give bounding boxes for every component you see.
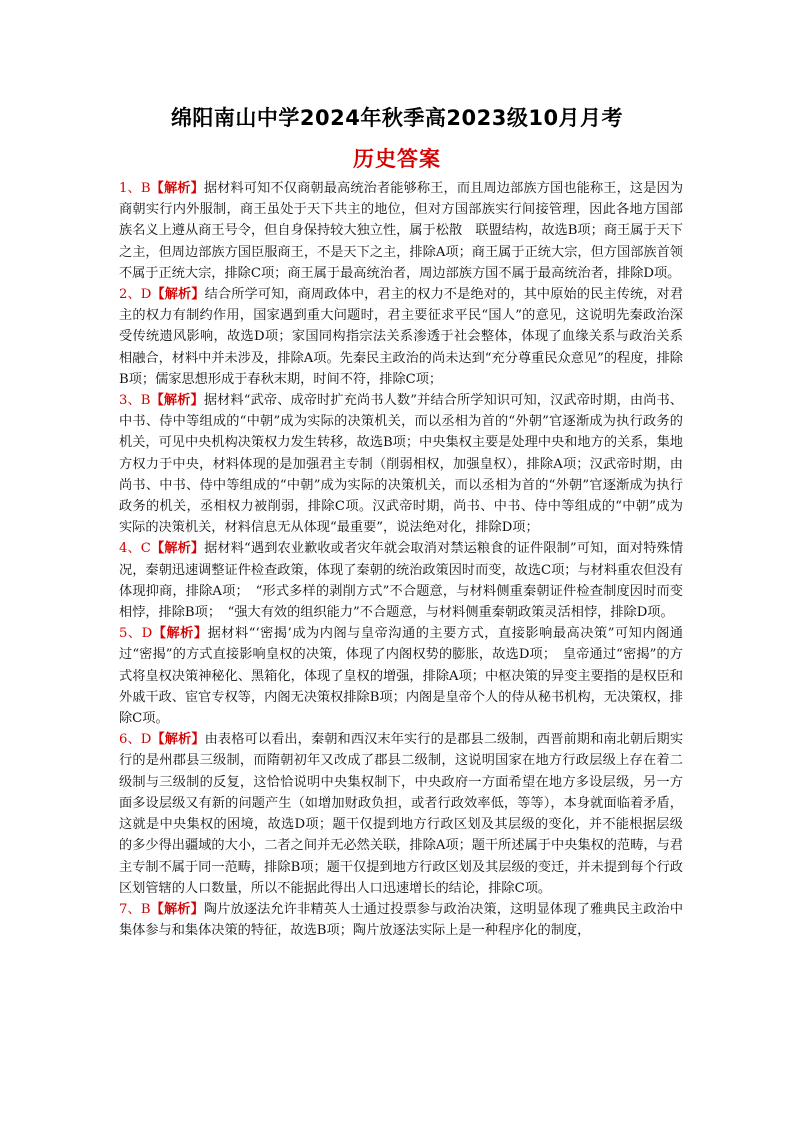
answer-item (119, 623, 683, 729)
answer-item (119, 899, 683, 941)
answer-number: 3、B (119, 393, 151, 409)
answer-item (119, 729, 683, 899)
answer-text: 由表格可以看出，秦朝和西汉末年实行的是郡县二级制，西晋前期和南北朝后期实行的是州郡县三级制，而隋朝初年又改成了郡县二级制，这说明国家在地方行政层级上存在着二级制与三级制的反复，这恰恰说明中央集权制下，中央政府一方面希望在地方多设层级，另一方面多设层级又有新的问题产生（如增加财政负担，或者行政效率低，等等），本身就面临着矛盾，这就是中央集权的困境，故选D项；题干仅提到地方行政区划及其层级的变化，并不能根据层级的多少得出疆域的大小，二者之间并无必然关联，排除A项；题干所述属于中央集权的范畴，与君主专制不属于同一范畴，排除B项；题干仅提到地方行政区划及其层级的变迁，并未提到每个行政区划管辖的人口数量，所以不能据此得出人口迅速增长的结论，排除C项。 (119, 732, 684, 896)
answer-item (119, 538, 683, 623)
analysis-tag: 【解析】 (151, 732, 205, 748)
answer-number: 5、D (119, 626, 153, 642)
analysis-tag: 【解析】 (152, 626, 208, 642)
page-subtitle: 历史答案 (353, 147, 441, 171)
answer-number: 1、B (119, 181, 151, 196)
answer-body (119, 178, 683, 941)
analysis-tag: 【解析】 (150, 901, 204, 917)
answer-text: 据材料“武帝、成帝时扩充尚书人数”并结合所学知识可知，汉武帝时期，由尚书、中书、侍中等组成的“中朝”成为实际的决策机关，而以丞相为首的“外朝”官逐渐成为执行政务的机关，可见中央机构决策权力发生转移，故选B项；中央集权主要是处理中央和地方的关系，集地方权力于中央，材料体现的是加强君主专制（削弱相权，加强皇权），排除A项；汉武帝时期，由尚书、中书、侍中等组成的“中朝”成为实际的决策机关，而以丞相为首的“外朝”官逐渐成为执行政务的机关，丞相权力被削弱，排除C项。汉武帝时期，尚书、中书、侍中等组成的“中朝”成为实际的决策机关，材料信息无从体现“最重要”，说法绝对化，排除D项； (119, 393, 683, 536)
analysis-tag: 【解析】 (150, 541, 205, 557)
answer-item (119, 390, 683, 538)
answer-text: 据材料“遇到农业歉收或者灾年就会取消对禁运粮食的证件限制”可知，面对特殊情况，秦朝迅速调整证件检查政策，体现了秦朝的统治政策因时而变，故选C项；与材料重农但没有体现抑商，排除A项； “形式多样的剥削方式”不合题意，与材料侧重秦朝证件检查制度因时而变相悖，排除B项； “强大有效的组织能力”不合题意，与材料侧重秦朝政策灵活相悖，排除D项。 (119, 541, 684, 621)
answer-text: 陶片放逐法允许非精英人士通过投票参与政治决策，这明显体现了雅典民主政治中集体参与和集体决策的特征，故选B项；陶片放逐法实际上是一种程序化的制度， (119, 901, 684, 939)
answer-item (119, 284, 683, 390)
answer-number: 6、D (119, 732, 152, 748)
answer-number: 2、D (119, 287, 152, 303)
answer-item (119, 178, 683, 284)
analysis-tag: 【解析】 (150, 181, 204, 196)
answer-text: 据材料可知不仅商朝最高统治者能够称王，而且周边部族方国也能称王，这是因为商朝实行内外服制，商王虽处于天下共主的地位，但对方国部族实行间接管理，因此各地方国部族名义上遵从商王号令，但自身保持较大独立性，属于松散 联盟结构，故选B项；商王属于天下之主，但周边部族方国臣服商王，不是天下之主，排除A项；商王属于正统大宗，但方国部族首领不属于正统大宗，排除C项；商王属于最高统治者，周边部族方国不属于最高统治者，排除D项。 (119, 181, 684, 281)
analysis-tag: 【解析】 (150, 393, 204, 409)
page-title: 绵阳南山中学2024年秋季高2023级10月月考 (170, 106, 624, 130)
answer-number: 7、B (119, 901, 151, 917)
answer-text: 结合所学可知，商周政体中，君主的权力不是绝对的，其中原始的民主传统，对君主的权力有制约作用，国家遇到重大问题时，君主要征求平民“国人”的意见，这说明先秦政治深受传统遗风影响，故选D项；家国同构指宗法关系渗透于社会整体，体现了血缘关系与政治关系相融合，材料中并未涉及，排除A项。先秦民主政治的尚未达到“充分尊重民众意见”的程度，排除B项；儒家思想形成于春秋末期，时间不符，排除C项； (119, 287, 684, 387)
answer-text: 据材料“‘密揭’成为内阁与皇帝沟通的主要方式，直接影响最高决策”可知内阁通过“密揭”的方式直接影响皇权的决策，体现了内阁权势的膨胀，故选D项； 皇帝通过“密揭”的方式将皇权决策神秘化、黑箱化，体现了皇权的增强，排除A项；中枢决策的异变主要指的是权臣和外戚干政、宦官专权等，内阁无决策权排除B项；内阁是皇帝个人的侍从秘书机构，无决策权，排除C项。 (119, 626, 683, 727)
analysis-tag: 【解析】 (151, 287, 205, 303)
answer-number: 4、C (119, 541, 151, 557)
